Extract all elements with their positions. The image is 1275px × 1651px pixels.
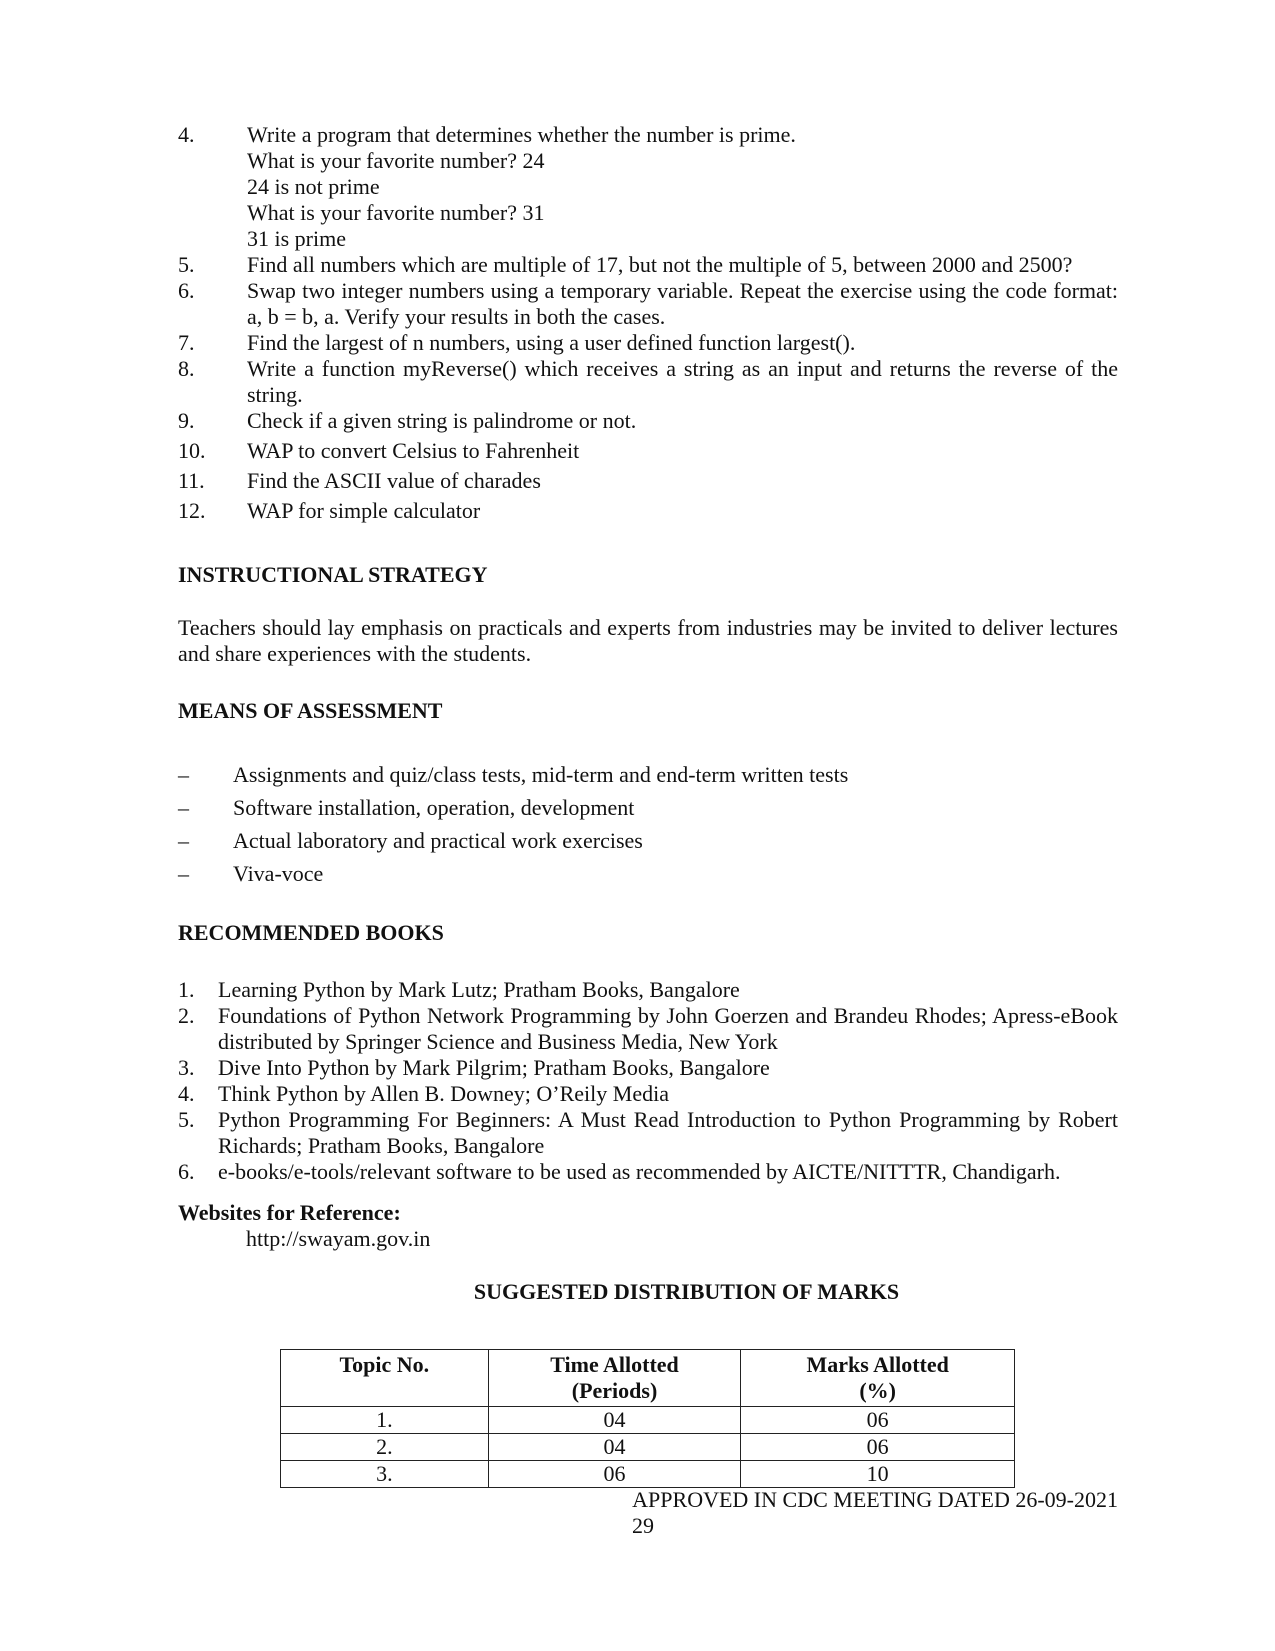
practical-item xyxy=(178,468,1118,494)
practical-item xyxy=(178,408,1118,434)
topic-cell: 2. xyxy=(281,1434,489,1461)
page-number: 29 xyxy=(632,1513,654,1538)
book-number: 6. xyxy=(178,1159,195,1184)
topic-cell: 1. xyxy=(281,1407,489,1434)
book-text: Think Python by Allen B. Downey; O’Reily Media xyxy=(218,1081,669,1106)
column-header-marks: Marks Allotted (%) xyxy=(741,1350,1015,1407)
book-number: 1. xyxy=(178,977,195,1002)
list-item-text: Viva-voce xyxy=(233,861,324,886)
table-row xyxy=(281,1434,1015,1461)
item-number: 8. xyxy=(178,356,195,381)
item-text: WAP for simple calculator xyxy=(247,498,481,523)
item-text: Find all numbers which are multiple of 17, but not the multiple of 5, between 2000 and 2500? xyxy=(247,252,1073,277)
item-text: Write a function myReverse() which receives a string as an input and returns the reverse of the string. xyxy=(247,356,1118,407)
table-header-row xyxy=(281,1350,1015,1407)
practical-item xyxy=(178,252,1118,278)
books-list xyxy=(178,977,1118,1185)
table-row xyxy=(281,1461,1015,1488)
practical-item xyxy=(178,122,1118,252)
book-item xyxy=(178,1081,1118,1107)
time-cell: 06 xyxy=(488,1461,741,1488)
list-item-text: Software installation, operation, development xyxy=(233,795,635,820)
item-text: WAP to convert Celsius to Fahrenheit xyxy=(247,438,580,463)
book-item xyxy=(178,1159,1118,1185)
assessment-heading: MEANS OF ASSESSMENT xyxy=(178,698,443,723)
dash-bullet: – xyxy=(178,795,189,820)
marks-table xyxy=(280,1349,1015,1488)
column-header-time: Time Allotted (Periods) xyxy=(488,1350,741,1407)
time-cell: 04 xyxy=(488,1407,741,1434)
list-item xyxy=(178,861,1078,894)
book-text: Foundations of Python Network Programming by John Goerzen and Brandeu Rhodes; Apress-eBook distributed by Springer Science and Business Media, New York xyxy=(218,1003,1118,1054)
dash-bullet: – xyxy=(178,762,189,787)
assessment-list xyxy=(178,762,1078,894)
book-item xyxy=(178,1055,1118,1081)
dash-bullet: – xyxy=(178,861,189,886)
item-number: 5. xyxy=(178,252,195,277)
dash-bullet: – xyxy=(178,828,189,853)
instructional-strategy-text: Teachers should lay emphasis on practicals and experts from industries may be invited to deliver lectures and share experiences with the students. xyxy=(178,615,1118,666)
websites-heading: Websites for Reference: xyxy=(178,1200,401,1225)
marks-cell: 06 xyxy=(741,1407,1015,1434)
practical-item xyxy=(178,498,1118,524)
item-text: What is your favorite number? 31 xyxy=(247,200,545,225)
book-text: Learning Python by Mark Lutz; Pratham Books, Bangalore xyxy=(218,977,740,1002)
book-text: Dive Into Python by Mark Pilgrim; Pratham Books, Bangalore xyxy=(218,1055,770,1080)
practical-item xyxy=(178,356,1118,408)
item-number: 4. xyxy=(178,122,195,147)
item-number: 9. xyxy=(178,408,195,433)
book-number: 3. xyxy=(178,1055,195,1080)
topic-cell: 3. xyxy=(281,1461,489,1488)
book-number: 4. xyxy=(178,1081,195,1106)
practical-item xyxy=(178,438,1118,464)
marks-heading: SUGGESTED DISTRIBUTION OF MARKS xyxy=(473,1279,900,1304)
book-number: 2. xyxy=(178,1003,195,1028)
practical-item xyxy=(178,330,1118,356)
approval-footer: APPROVED IN CDC MEETING DATED 26-09-2021 xyxy=(632,1487,1118,1512)
book-text: e-books/e-tools/relevant software to be used as recommended by AICTE/NITTTR, Chandigarh. xyxy=(218,1159,1061,1184)
item-number: 12. xyxy=(178,498,206,523)
item-text: 31 is prime xyxy=(247,226,346,251)
list-item xyxy=(178,795,1078,828)
book-text: Python Programming For Beginners: A Must Read Introduction to Python Programming by Robert Richards; Pratham Books, Bangalore xyxy=(218,1107,1118,1158)
books-heading: RECOMMENDED BOOKS xyxy=(178,920,444,945)
item-text: Find the ASCII value of charades xyxy=(247,468,541,493)
marks-cell: 10 xyxy=(741,1461,1015,1488)
item-number: 11. xyxy=(178,468,205,493)
item-text: What is your favorite number? 24 xyxy=(247,148,545,173)
practical-item xyxy=(178,278,1118,330)
item-text: Check if a given string is palindrome or not. xyxy=(247,408,637,433)
time-cell: 04 xyxy=(488,1434,741,1461)
practical-list xyxy=(178,122,1118,524)
marks-cell: 06 xyxy=(741,1434,1015,1461)
list-item-text: Actual laboratory and practical work exercises xyxy=(233,828,643,853)
item-number: 7. xyxy=(178,330,195,355)
table-row xyxy=(281,1407,1015,1434)
list-item-text: Assignments and quiz/class tests, mid-term and end-term written tests xyxy=(233,762,849,787)
item-text: Find the largest of n numbers, using a user defined function largest(). xyxy=(247,330,856,355)
item-number: 10. xyxy=(178,438,206,463)
instructional-strategy-heading: INSTRUCTIONAL STRATEGY xyxy=(178,562,488,587)
item-text: 24 is not prime xyxy=(247,174,380,199)
list-item xyxy=(178,828,1078,861)
website-link[interactable]: http://swayam.gov.in xyxy=(246,1226,431,1251)
list-item xyxy=(178,762,1078,795)
item-number: 6. xyxy=(178,278,195,303)
book-item xyxy=(178,1003,1118,1055)
book-item xyxy=(178,977,1118,1003)
item-text: Write a program that determines whether the number is prime. xyxy=(247,122,796,147)
book-item xyxy=(178,1107,1118,1159)
item-text: Swap two integer numbers using a temporary variable. Repeat the exercise using the code format: a, b = b, a. Verify your results in both the cases. xyxy=(247,278,1118,329)
book-number: 5. xyxy=(178,1107,195,1132)
column-header-topic: Topic No. xyxy=(281,1350,489,1407)
